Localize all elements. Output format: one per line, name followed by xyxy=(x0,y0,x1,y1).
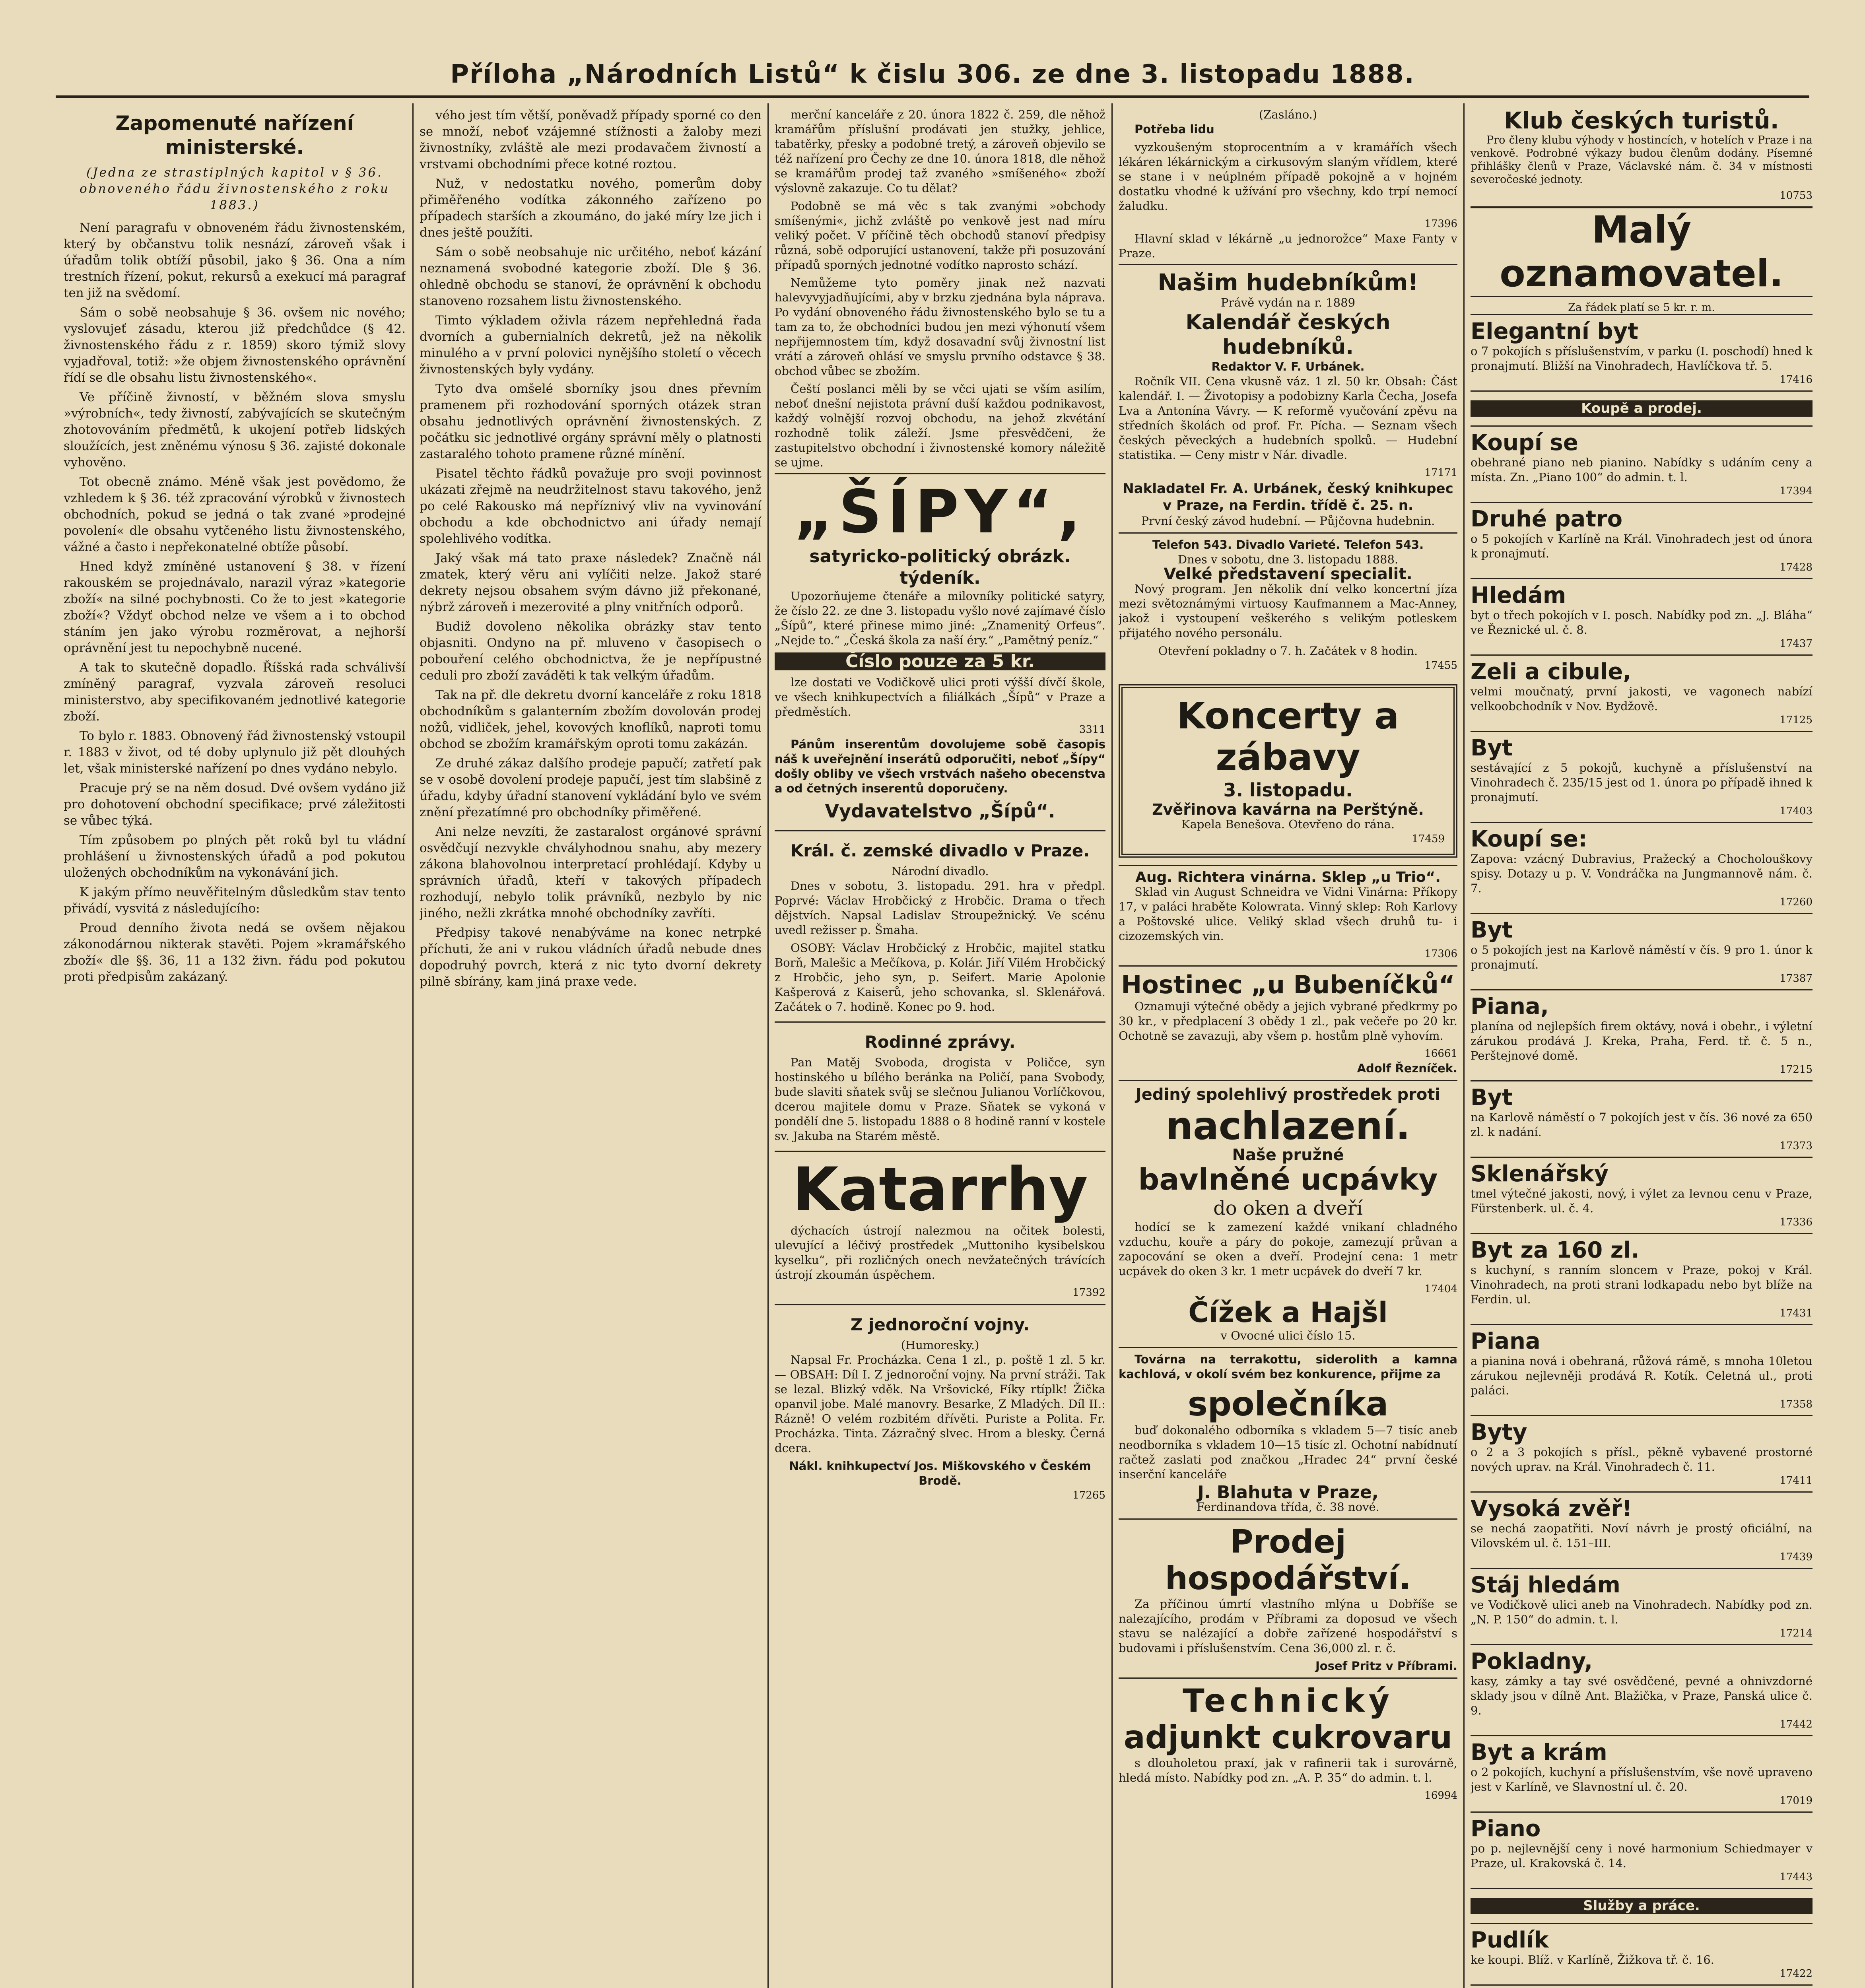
draught-text: hodící se k zamezení každé vnikaní chladného vzduchu, kouře a páry do pokoje, zamezují průvan a zapocování se oken a dveří. Prodejní cena: 1 metr ucpávek do oken 3 kr. 1 metr ucpávek do dveří 7 kr. xyxy=(1119,1220,1457,1278)
ad-number: 17125 xyxy=(1780,714,1813,726)
concert-band: Kapela Benešova. Otevřeno do rána. xyxy=(1181,817,1395,831)
classified-text: na Karlově náměstí o 7 pokojích jest v čís. 36 nové za 650 zl. k nadání. xyxy=(1471,1110,1813,1139)
classified-text: o 2 a 3 pokojích s přísl., pěkně vybavené prostorné nových uprav. na Král. Vinohradech č. 11. xyxy=(1471,1445,1813,1474)
classified-ad xyxy=(1471,1233,1813,1324)
book-publisher: Nákl. knihkupectví Jos. Miškovského v Českém Brodě. xyxy=(789,1459,1091,1487)
paragraph: Hned když zmíněné ustanovení § 38. v řízení rakouském se projednávalo, narazil výraz »kategorie zboží« na silné pochybnosti. Co že to jest »kategorie zboží«? Vždyť obchod nelze ve všem a i to obchod stáním jen jako výrobu rozměrovat, a nejhorší oprávnění jest tu nepochybně nucené. xyxy=(64,559,406,655)
theatre-title: Král. č. zemské divadlo v Praze. xyxy=(790,841,1090,860)
job-text: s dlouholetou praxí, jak v rafinerii tak i surovárně, hledá místo. Nabídky pod zn. „A. P. 35“ do admin. t. l. xyxy=(1119,1756,1457,1784)
potreba-footer: Hlavní sklad v lékárně „u jednorožce“ Maxe Fanty v Praze. xyxy=(1119,232,1457,260)
classified-heading: Piana, xyxy=(1471,994,1549,1019)
katarrhy-title: Katarrhy xyxy=(792,1155,1088,1224)
ad-number: 10753 xyxy=(1780,190,1813,202)
ad-number: 17358 xyxy=(1780,1398,1813,1410)
article-title: Zapomenuté nařízení ministerské. xyxy=(115,112,354,159)
classified-text: kasy, zámky a tay své osvědčené, pevné a ohnivzdorné sklady jsou v dílně Ant. Blažička, v Praze, Panská ulice č. 9. xyxy=(1471,1674,1813,1717)
paragraph: K jakým přímo neuvěřitelným důsledkům stav tento přivádí, vysvitá z následujícího: xyxy=(64,885,406,916)
classified-heading: Vysoká zvěř! xyxy=(1471,1496,1632,1522)
book-title: Z jednoroční vojny. xyxy=(850,1315,1030,1334)
draught-advertisement xyxy=(1119,1080,1457,1347)
classified-text: se nechá zaopatřiti. Noví návrh je prostý oficiální, na Vilovském ul. č. 151–III. xyxy=(1471,1522,1813,1550)
estate-advertisement xyxy=(1119,1518,1457,1677)
ad-number: 17392 xyxy=(1072,1287,1105,1299)
classified-heading: Piana xyxy=(1471,1328,1541,1354)
paragraph: Pracuje prý se na něm dosud. Dvé ovšem vydáno již pro dohotovení obchodní specifikace; prvé záležitosti se vůbec týká. xyxy=(64,781,406,828)
theatre-text: Dnes v sobotu, 3. listopadu. 291. hra v předpl. Poprvé: Václav Hrobčický z Hrobčic. Drama o třech dějstvích. Napsal Ladislav Stroupežnický. Ve scénu uvedl režisser p. Šmaha. xyxy=(775,879,1105,937)
classified-heading: Byty xyxy=(1471,1419,1527,1445)
column-divider xyxy=(1111,103,1113,1988)
paragraph: Proud denního života nedá se ovšem nějakou zákonodárnou nikterak stavěti. Pojem »kramářského zboží« dle §§. 36, 11 a 132 živn. řádu pod pokutou proti předpisům zakázaný. xyxy=(64,921,406,984)
concert-title: Koncerty a zábavy xyxy=(1177,695,1399,779)
classified-ad xyxy=(1471,1735,1813,1811)
section-banner: Koupě a prodej. xyxy=(1471,400,1813,417)
classified-text: a pianina nová i obehraná, růžová rámě, s mnoha 10letou zárukou nejlevněji prodává R. Kotík. Celetná ul., proti paláci. xyxy=(1471,1354,1813,1397)
classified-text: byt o třech pokojích v I. posch. Nabídky pod zn. „J. Bláha“ ve Řeznické ul. č. 8. xyxy=(1471,608,1813,637)
wine-advertisement xyxy=(1119,865,1457,965)
classified-heading: Byt xyxy=(1471,1085,1513,1110)
ad-number: 17306 xyxy=(1424,948,1457,960)
column-divider xyxy=(1463,103,1465,1988)
partner-agency: J. Blahuta v Praze, xyxy=(1197,1482,1379,1503)
price-text: lze dostati ve Vodičkově ulici proti výšší dívčí škole, ve všech knihkupectvích a filiálkách „Šípů“ v Praze a předměstích. xyxy=(775,676,1105,718)
paragraph: merční kanceláře z 20. února 1822 č. 259, dle něhož kramářům příslušní prodávati jen stužky, jehlice, tabatěrky, přesky a podobné tretý, a zároveň objevilo se též nařízení pro Čechy ze dne 10. února 1818, dle něhož se kramářům prodej taž zvaného »smíšeného« zboží výslovně zakazuje. Co tu dělat? xyxy=(775,108,1105,195)
ad-number: 16661 xyxy=(1424,1048,1457,1060)
ad-number: 17431 xyxy=(1780,1307,1813,1319)
classified-heading: Druhé patro xyxy=(1471,506,1623,532)
ad-number: 17387 xyxy=(1780,973,1813,984)
column-5 xyxy=(1471,107,1813,1988)
classified-text: obehrané piano neb pianino. Nabídky s udáním ceny a místa. Zn. „Piano 100“ do admin. t. l. xyxy=(1471,456,1813,484)
variete-heading: Velké představení specialit. xyxy=(1164,565,1412,583)
classified-text: ke koupi. Blíž. v Karlíně, Žižkova tř. č. 16. xyxy=(1471,1953,1714,1967)
classified-heading: Sklenářský xyxy=(1471,1161,1609,1187)
ad-number: 17373 xyxy=(1780,1140,1813,1152)
paragraph: Timto výkladem oživla rázem nepřehledná řada dvorních a gubernialních dekretů, jež na několik minulého a v první polovici nynějšího století o věcech živnostenských byly vydány. xyxy=(420,313,762,377)
masthead: Příloha „Národních Listů“ k čislu 306. ze dne 3. listopadu 1888. xyxy=(450,60,1415,89)
ad-number: 3311 xyxy=(1079,724,1105,736)
classified-text: Zapova: vzácný Dubravius, Pražecký a Chocholouškovy spisy. Dotazy u p. V. Vondráčka na Jungmannově nám. č. 7. xyxy=(1471,852,1813,895)
column-4 xyxy=(1119,107,1457,1988)
concert-date: 3. listopadu. xyxy=(1223,779,1353,801)
book-subtitle: (Humoresky.) xyxy=(901,1338,979,1352)
potreba-title: Potřeba lidu xyxy=(1135,122,1214,136)
concert-advertisement xyxy=(1119,684,1457,858)
paragraph: Nemůžeme tyto poměry jinak než nazvati halevyvyjadňujícími, aby v brzku zjednána byla náprava. Po vydání obnoveného řádu živnostenského bylo se tu a tam za to, že obchodníci budou jen mezi výhonutí všem nepřijemnostem tím, když dosavadní svůj živnostní list vrátí a zároveň ohlásí ve smyslu prvního odstavce § 38. obchod vůbec se zbožím. xyxy=(775,276,1105,378)
paragraph: Sám o sobě neobsahuje § 36. ovšem nic nového; vyslovujeť zásadu, kterou již předchůdce (§ 42. živnostenského řádu z r. 1859) skoro týmiž slovy vyjadřoval, totiž: »že objem živnostenského oprávnění řídí se dle obsahu listu živnostenského«. xyxy=(64,305,406,385)
classified-ad xyxy=(1471,989,1813,1080)
concert-place: Zvěřinova kavárna na Perštýně. xyxy=(1152,801,1424,818)
ad-number: 17437 xyxy=(1780,638,1813,650)
sipy-title: „ŠÍPY“, xyxy=(794,478,1086,547)
classified-heading: Byt a krám xyxy=(1471,1740,1607,1765)
classified-ad xyxy=(1471,1984,1813,1988)
draught-address: v Ovocné ulici číslo 15. xyxy=(1220,1329,1356,1342)
classified-heading: Byt xyxy=(1471,735,1513,761)
club-title: Klub českých turistů. xyxy=(1504,107,1779,134)
classified-heading: Koupí se xyxy=(1471,430,1578,456)
partner-address: Ferdinandova třída, č. 38 nové. xyxy=(1197,1500,1379,1514)
draught-use: do oken a dveří xyxy=(1213,1197,1363,1219)
classified-text: velmi moučnatý, první jakosti, ve vagonech nabízí velkoobchodník v Nov. Bydžově. xyxy=(1471,685,1813,713)
inn-title: Hostinec „u Bubeníčků“ xyxy=(1121,970,1455,999)
classified-ad xyxy=(1471,822,1813,913)
theatre-subtitle: Národní divadlo. xyxy=(891,864,989,878)
wine-text: Sklad vin August Schneidra ve Vidni Vinárna: Příkopy 17, v paláci hraběte Kolowrata. Vinný sklep: Roh Karlovy a Poštovské ulice. Veliký sklad všech druhů tu- i cizozemských vin. xyxy=(1119,885,1457,943)
draught-product: bavlněné ucpávky xyxy=(1138,1163,1438,1197)
classified-text: planína od nejlepších firem oktávy, nová i obehr., i výletní zárukou prodává J. Kreka, Praha, Ferd. tř. č. 5 n., Perštejnové domě. xyxy=(1471,1019,1813,1062)
paragraph: Sám o sobě neobsahuje nic určitého, neboť kázání neznamená svobodné kategorie zboží. Dle § 36. ohledně obchodu se stanoví, že oprávnění k obchodu stanoveno rozsahem listu živnostenského. xyxy=(420,245,762,308)
family-title: Rodinné zprávy. xyxy=(865,1032,1016,1052)
potreba-text: vyzkoušeným stoprocentním a v kramářích všech lékáren lékárnickým a cirkusovým slaným vřídlem, které se stane i v neúplném případě pokojně a v hojném dostatku vhodné k užívání pro všechny, kdo trpí nemocí žaludku. xyxy=(1119,140,1457,213)
zasl-label: (Zasláno.) xyxy=(1259,108,1317,121)
classified-ad xyxy=(1471,502,1813,578)
ad-number: 17171 xyxy=(1424,467,1457,479)
classified-heading: Hledám xyxy=(1471,582,1566,608)
partner-text: buď dokonalého odborníka s vkladem 5—7 tisíc aneb neodborníka s vkladem 10—15 tisíc zl. Ochotní nabídnutí račtež zaslati pod značkou „Hradec 24“ první české inserční kanceláře xyxy=(1119,1423,1457,1481)
classifieds-price: Za řádek platí se 5 kr. r. m. xyxy=(1568,301,1715,314)
paragraph: Ani nelze nevzíti, že zastaralost orgánové správní osvědčují nezvykle chvályhodnou snahu, aby mezery zákona blahovolnou interpretací prohlédají. Kdyby u správních úřadů, kteří v takových případech rozhodují, nebylo tolik právníků, nezbylo by nic jiného, nežli zkrátka mnohé obchodníky zavříti. xyxy=(420,825,762,920)
draught-sub: Naše pružné xyxy=(1232,1146,1344,1164)
paragraph: Ze druhé zákaz dalšího prodeje papučí; zatřetí pak se v osobě dovolení prodeje papučí, jest tím slabšině z úřadu, kdyby úřadní stanovení vykládání bylo ve svém znění přezatímné pro obchodníky přiměřené. xyxy=(420,756,762,819)
classified-ad xyxy=(1471,1888,1813,1923)
classified-ad xyxy=(1471,425,1813,502)
music-advertisement xyxy=(1119,264,1457,532)
classified-text: ve Vodičkově ulici aneb na Vinohradech. Nabídky pod zn. „N. P. 150“ do admin. t. l. xyxy=(1471,1598,1813,1626)
classified-text: sestávající z 5 pokojů, kuchyně a příslušenství na Vinohradech č. 235/15 jest od 1. února po případě ihned k pronajmutí. xyxy=(1471,761,1813,804)
book-advertisement xyxy=(775,1304,1105,1507)
family-news xyxy=(775,1021,1105,1151)
ad-number: 17428 xyxy=(1780,561,1813,573)
ad-number: 17404 xyxy=(1424,1283,1457,1295)
classified-heading: Pudlík xyxy=(1471,1927,1549,1953)
classified-text: s kuchyní, s ranním sloncem v Praze, pokoj v Král. Vinohradech, na proti strani lodkapadu nebo byt blíže na Ferdin. ul. xyxy=(1471,1263,1813,1306)
column-2 xyxy=(420,107,762,1988)
classified-heading: Byt xyxy=(1471,917,1513,943)
ad-number: 17019 xyxy=(1780,1795,1813,1807)
ad-number: 17459 xyxy=(1412,833,1445,845)
classified-heading: Piano xyxy=(1471,1816,1541,1842)
club-text: Pro členy klubu výhody v hostincích, v hotelích v Praze i na venkově. Podrobné výkazy budou členům dodány. Písemné přihlášky členů v Praze, Václavské nám. č. 34 v místnosti severočeské jednoty. xyxy=(1471,134,1813,186)
classified-heading: Pokladny, xyxy=(1471,1648,1593,1674)
price-banner: Číslo pouze za 5 kr. xyxy=(775,652,1105,670)
ad-number: 17214 xyxy=(1780,1627,1813,1639)
paragraph: Není paragrafu v obnoveném řádu živnostenském, který by občanstvu tolik nesnází, zároveň však i úřadům tolik obtíží působil, jako § 36. Ona a ním trestních řízení, pokut, rekursů a exekucí má paragraf ten již na svědomí. xyxy=(64,221,406,300)
estate-title: Prodej hospodářství. xyxy=(1165,1523,1411,1597)
ad-number: 16994 xyxy=(1424,1790,1457,1802)
inn-text: Oznamuji výtečné obědy a jejich vybrané předkrmy po 30 kr., v předplacení 3 obědy 1 zl., pak večeře po 20 kr. Ochotně se zavazuji, aby všem p. hostům plně vyhovím. xyxy=(1119,1000,1457,1043)
paragraph: Předpisy takové nenabýváme na konec netrpké příchuti, že ani v rukou vládních úřadů nebude dnes dopodruhý povrch, která z nic tyto dvorní dekrety pilně sbírány, kam jiná praxe vede. xyxy=(420,926,762,989)
variete-text: Nový program. Jen několik dní velko koncertní jíza mezi světoznámými virtuosy Kaufmannem a Mac-Anney, jakož i vystoupení veškerého s velikým potleskem přijatého nového personálu. xyxy=(1119,582,1457,640)
paragraph: Jaký však má tato praxe následek? Značně nál zmatek, který věru ani vylíčiti nelze. Jakož staré dekrety nejsou obsahem svým dávno již překonané, nýbrž zároveň i mezerovité a plny vnitřních odporů. xyxy=(420,551,762,614)
paragraph: Nuž, v nedostatku nového, pomerům doby přiměřeného vodítka zákonného zařízeno po případech starších a zkoumáno, do jaké míry lze jich i dnes ještě použíti. xyxy=(420,177,762,240)
job-title: Technický xyxy=(1183,1682,1393,1719)
urbanek-subtitle: První český závod hudební. — Půjčovna hudebnin. xyxy=(1141,514,1435,528)
column-1 xyxy=(64,107,406,1988)
sipy-text: Upozorňujeme čtenáře a milovníky politické satyry, že číslo 22. ze dne 3. listopadu vyšlo nové zajímavé číslo „Šípů“, které přinese mimo jiné: „Znamenitý Orfeus“. „Nejde to.“ „Česká škola za naší éry.“ „Pamětný peníz.“ xyxy=(775,589,1105,647)
sipy-subtitle: satyricko-politický obrázk. týdeník. xyxy=(809,546,1071,588)
ad-number: 17215 xyxy=(1780,1064,1813,1076)
paragraph: Tot obecně známo. Méně však jest povědomo, že vzhledem k § 36. též zpracování výrobků v živnostech obchodních, pokud se jedná o tak zvané »prodejné povolení« dle obsahu vytčeného listu živnostenského, vážné a často i nepřekonatelné obtíže působí. xyxy=(64,475,406,554)
classifieds-title: Malý oznamovatel. xyxy=(1471,206,1813,297)
urbanek-publisher: Nakladatel Fr. A. Urbánek, český knihkupec v Praze, na Ferdin. třídě č. 25. n. xyxy=(1123,481,1453,513)
draught-intro: Jediný spolehlivý prostředek proti xyxy=(1135,1085,1441,1104)
calendar-text: Ročník VII. Cena vkusně váz. 1 zl. 50 kr. Obsah: Část kalendář. I. — Životopisy a podobizny Karla Čecha, Josefa Lva a Antonína Vávry. — K reformě vyučování zpěvu na středních školách od prof. Fr. Pícha. — Seznam všech českých pěveckých a hudebních spolků. — Hudební statistika. — Ceny mistr v Nár. divadle. xyxy=(1119,375,1457,462)
inn-signature: Adolf Řezníček. xyxy=(1357,1062,1457,1075)
ad-number: 17455 xyxy=(1424,660,1457,672)
article-subtitle: (Jedna ze strastiplných kapitol v § 36. obnoveného řádu živnostenského z roku 1883.) xyxy=(80,165,390,212)
estate-text: Za příčinou úmrtí vlastního mlýna u Dobříše se nalezajícího, prodám v Příbrami za doposud ve všech stavu se nalézající a dobře zařízené hospodářství s budovami i příslušenstvím. Cena 36,000 zl. r. č. xyxy=(1119,1597,1457,1655)
paragraph: A tak to skutečně dopadlo. Říšská rada schválivší zmíněný paragraf, vyzvala zároveň resoluci ministerstvo, aby specifikovaném jednotlivé kategorie zboží. xyxy=(64,660,406,724)
classified-ad xyxy=(1471,1644,1813,1735)
calendar-editor: Redaktor V. F. Urbánek. xyxy=(1211,360,1365,373)
wine-title: Aug. Richtera vinárna. Sklep „u Trio“. xyxy=(1135,869,1441,885)
job-advertisement xyxy=(1119,1677,1457,1807)
paragraph: Tak na př. dle dekretu dvorní kanceláře z roku 1818 obchodníkům s galanterním zbožím dovolován prodej nožů, vidliček, jehel, kovových knoflíků, naproti tomu obchod se zbožím kramářským oproti tomu zakázán. xyxy=(420,688,762,751)
variete-open: Otevření pokladny o 7. h. Začátek v 8 hodin. xyxy=(1158,644,1418,658)
classified-heading: Zeli a cibule, xyxy=(1471,659,1632,685)
classified-ad xyxy=(1471,913,1813,989)
section-banner: Služby a práce. xyxy=(1471,1898,1813,1914)
classified-text: o 5 pokojích v Karlíně na Král. Vinohradech jest od února k pronajmutí. xyxy=(1471,532,1813,560)
classified-ad xyxy=(1471,1415,1813,1491)
publisher: Vydavatelstvo „Šípů“. xyxy=(825,800,1055,822)
paragraph: Čeští poslanci měli by se včci ujati se vším asilím, neboť dnešní nejistota právní duší každou podnikavost, každý volnější rozvoj obchodu, na jehož zkvétání rozhodně tolik záleží. Jsme přesvědčeni, že zastupitelstvo obchodní i živnostenské komory náležitě se ujme. xyxy=(775,382,1105,469)
paragraph: Tyto dva omšelé sborníky jsou dnes převním pramenem při rozhodování sporných otázek stran obsahu jednotlivých oprávnění živnostenských. Z počátku sic jednotlivé orgány správní měly o platnosti zastaralého tohoto pramene různé mínění. xyxy=(420,382,762,461)
partner-intro: Továrna na terrakottu, siderolith a kamna kachlová, v okolí svém bez konkurence, přijme za xyxy=(1119,1353,1457,1381)
book-text: Napsal Fr. Procházka. Cena 1 zl., p. poště 1 zl. 5 kr. — OBSAH: Díl I. Z jednoroční vojny. Na první stráži. Tak se lezal. Blizký vděk. Na Vršovické, Fíky rtíplk! Žička opanvil jobe. Malé manovry. Besarke, Z Mladých. Díl II.: Rázně! O velém rozbitém dřívěti. Puriste a Polita. Fr. Procházka. Tinta. Zázračný slvec. Hrom a blesky. Černá dcera. xyxy=(775,1353,1105,1455)
classified-ad xyxy=(1471,578,1813,654)
ad-number: 17396 xyxy=(1424,218,1457,230)
ad-number: 17394 xyxy=(1780,485,1813,497)
partner-advertisement xyxy=(1119,1347,1457,1518)
classified-ad xyxy=(1471,1923,1813,1984)
variete-advertisement xyxy=(1119,532,1457,677)
ad-number: 17336 xyxy=(1780,1216,1813,1228)
partner-title: společníka xyxy=(1187,1384,1389,1423)
calendar-title: Kalendář českých hudebníků. xyxy=(1185,311,1391,359)
paragraph: Tím způsobem po plných pět roků byl tu vládní prohlášení u živnostenských úřadů a pod pokutou uložených obchodníkům na vykonávání jich. xyxy=(64,833,406,880)
ad-number: 17265 xyxy=(1072,1489,1105,1501)
classified-ad xyxy=(1471,1568,1813,1644)
classified-ad xyxy=(1471,314,1813,390)
katarrhy-text: dýchacích ústrojí nalezmou na očitek bolesti, ulevující a léčivý prostředek „Muttoniho kysibelskou kyselku“, při rozličných onech nevžatečných trávících ústrojí zkoumán úspěchem. xyxy=(775,1224,1105,1281)
classified-ad xyxy=(1471,390,1813,425)
ad-number: 17443 xyxy=(1780,1871,1813,1883)
inserat-text: Pánům inserentům dovolujeme sobě časopis náš k uveřejnění inserátů odporučiti, neboť „Šípy“ došly obliby ve všech vrstvách našeho obecenstva a od četných inserentů doporučeny. xyxy=(775,738,1105,795)
ad-number: 17439 xyxy=(1780,1551,1813,1563)
paragraph: Ve příčině živností, v běžném slova smyslu »výrobních«, tedy živností, zabývajících se skutečným zhotovováním předmětů, k ukojení potřeb lidských sloužících, jest zněnému výnosu § 36. zajisté dokonale vyhověno. xyxy=(64,390,406,470)
inn-advertisement xyxy=(1119,965,1457,1080)
draught-seller: Čížek a Hajšl xyxy=(1188,1296,1388,1329)
ad-number: 17422 xyxy=(1780,1968,1813,1980)
sipy-advertisement xyxy=(775,473,1105,830)
katarrhy-advertisement xyxy=(775,1151,1105,1304)
family-text: Pan Matěj Svoboda, drogista v Poličce, syn hostinského u bílého beránka na Poličí, pana Svobody, bude slaviti sňatek svůj se slečnou Julianou Vorlíčkovou, dcerou majitele domu v Praze. Sňatek se vykoná v pondělí dne 5. listopadu 1888 o 8 hodině ranní v kostele sv. Jakuba na Starém městě. xyxy=(775,1056,1105,1143)
column-3 xyxy=(775,107,1105,1988)
column-divider xyxy=(767,103,769,1988)
ad-number: 17260 xyxy=(1780,896,1813,908)
classifieds-list xyxy=(1471,314,1813,1988)
theatre-programme xyxy=(775,830,1105,1021)
draught-title: nachlazení. xyxy=(1166,1104,1410,1148)
classified-text: po p. nejlevnější ceny i nové harmonium Schiedmayer v Praze, ul. Krakovská č. 14. xyxy=(1471,1842,1813,1870)
variete-date: Dnes v sobotu, dne 3. listopadu 1888. xyxy=(1177,553,1399,566)
classified-ad xyxy=(1471,1157,1813,1233)
classified-ad xyxy=(1471,731,1813,822)
ad-number: 17411 xyxy=(1780,1475,1813,1487)
classified-heading: Koupí se: xyxy=(1471,826,1587,852)
paragraph: vého jest tím větší, poněvadž případy sporné co den se množí, neboť vzájemné stížnosti a žaloby mezi živnostníky, zvláště ale mezi prodavačem živností a vrstvami obchodními přece kotné roztou. xyxy=(420,108,762,171)
variete-title: Telefon 543. Divadlo Varieté. Telefon 543. xyxy=(1152,538,1424,551)
music-subtitle: Právě vydán na r. 1889 xyxy=(1220,296,1356,309)
column-divider xyxy=(412,103,414,1988)
theatre-cast: OSOBY: Václav Hrobčický z Hrobčic, majitel statku Borň, Malešic a Mečíkova, p. Kolár. Jiří Vilém Hrobčický z Hrobčic, jeho syn, p. Seifert. Marie Apolonie Kašperová z Kaiserů, jeho schovanka, sl. Sklenářová. Začátek o 7. hodině. Konec po 9. hod. xyxy=(775,941,1105,1013)
classified-heading: Stáj hledám xyxy=(1471,1572,1620,1598)
ad-number: 17403 xyxy=(1780,805,1813,817)
ad-number: 17416 xyxy=(1780,374,1813,386)
paragraph: Pisatel těchto řádků považuje pro svoji povinnost ukázati zřejmě na neudržitelnost stavu takového, jenž po celé Rakousko má nepříznivý vliv na vyvinování obchodu a kde obchodnictvo ani úřady nemají spolehlivého vodítka. xyxy=(420,466,762,546)
classified-ad xyxy=(1471,1811,1813,1888)
job-position: adjunkt cukrovaru xyxy=(1123,1719,1453,1756)
classified-ad xyxy=(1471,1080,1813,1157)
classified-text: o 5 pokojích jest na Karlově náměstí v čís. 9 pro 1. únor k pronajmutí. xyxy=(1471,943,1813,971)
paragraph: To bylo r. 1883. Obnovený řád živnostenský vstoupil r. 1883 v život, od té doby uplynulo již pět dlouhých let, však ministerské nařízení po dnes vydáno nebylo. xyxy=(64,729,406,776)
paragraph: Budiž dovoleno několika obrázky stav tento objasniti. Ondyno na př. mluveno v časopisech o pobouření celého obchodnictva, že je nepřípustné ceduli pro zboží zaváděti k tak velkým úřadům. xyxy=(420,619,762,683)
classified-ad xyxy=(1471,1324,1813,1415)
ad-number: 17442 xyxy=(1780,1718,1813,1730)
classified-text: tmel výtečné jakosti, nový, i výlet za levnou cenu v Praze, Fürstenberk. ul. č. 4. xyxy=(1471,1187,1813,1215)
classified-text: o 7 pokojích s příslušenstvím, v parku (I. poschodí) hned k pronajmutí. Bližší na Vinohradech, Havlíčkova tř. 5. xyxy=(1471,344,1813,373)
music-title: Našim hudebníkům! xyxy=(1158,269,1418,296)
classified-heading: Elegantní byt xyxy=(1471,318,1638,344)
paragraph: Podobně se má věc s tak zvanými »obchody smíšenými«, jichž zvláště po venkově jest nad míru veliký počet. V příčině těch obchodů stanoví předpisy různá, sobě odporující ustanovení, takže při posuzování případů sporných jednotné vodítko naprosto schází. xyxy=(775,199,1105,272)
classified-ad xyxy=(1471,1491,1813,1568)
classified-ad xyxy=(1471,654,1813,731)
classified-text: o 2 pokojích, kuchyní a příslušenstvím, vše nově upraveno jest v Karlíně, ve Slavnostní ul. č. 20. xyxy=(1471,1765,1813,1794)
estate-signature: Josef Pritz v Příbrami. xyxy=(1315,1659,1457,1673)
masthead-rule xyxy=(56,95,1809,98)
classified-heading: Byt za 160 zl. xyxy=(1471,1237,1640,1263)
